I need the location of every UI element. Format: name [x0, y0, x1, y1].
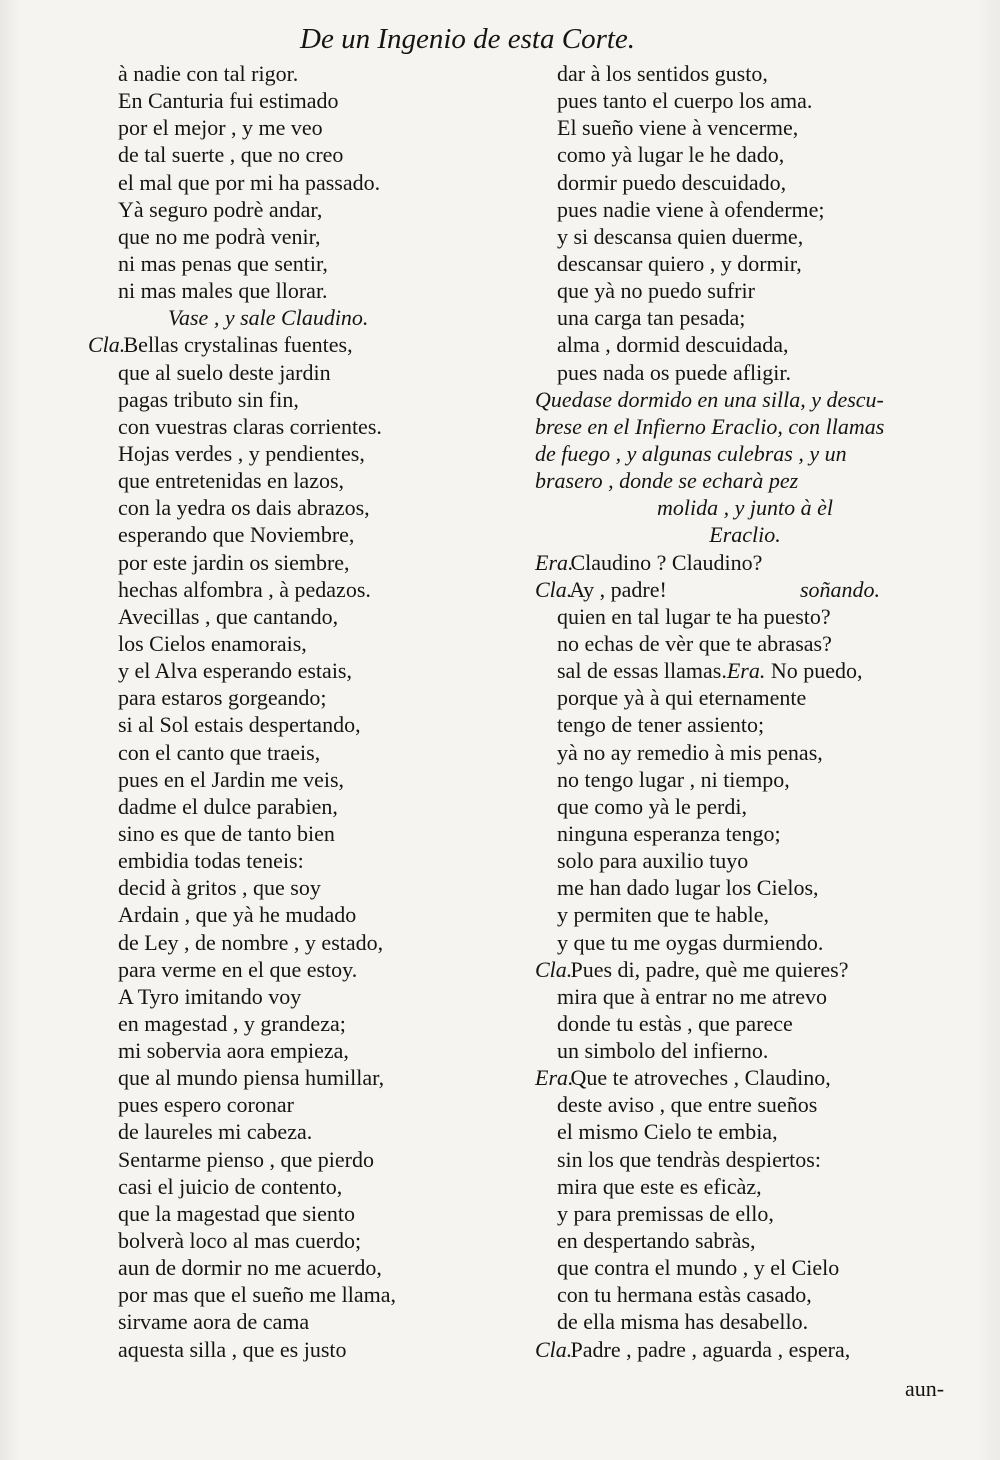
text-line: [535, 1173, 955, 1200]
text-line: [535, 1037, 955, 1064]
verse-text: el mismo Cielo te embia,: [557, 1119, 778, 1145]
text-line: [88, 576, 498, 603]
verse-text: una carga tan pesada;: [557, 305, 746, 331]
text-line: [535, 1281, 955, 1308]
verse-text: ni mas males que llorar.: [118, 278, 328, 304]
text-line: [88, 1173, 498, 1200]
text-line: [88, 114, 498, 141]
text-line: [535, 141, 955, 168]
verse-text: me han dado lugar los Cielos,: [557, 875, 819, 901]
verse-text: Ardain , que yà he mudado: [118, 902, 357, 928]
text-line: [88, 657, 498, 684]
text-line: [535, 929, 955, 956]
text-line: [535, 630, 955, 657]
verse-text: por el mejor , y me veo: [118, 115, 323, 141]
text-line: [88, 494, 498, 521]
text-line: [535, 901, 955, 928]
text-line: [535, 657, 955, 684]
text-line: [535, 223, 955, 250]
verse-text: que no me podrà venir,: [118, 223, 321, 249]
verse-text: embidia todas teneis:: [118, 848, 304, 874]
text-line: [535, 1227, 955, 1254]
text-line: [535, 413, 955, 440]
text-line: [88, 1308, 498, 1335]
text-line: [535, 603, 955, 630]
text-line: [88, 196, 498, 223]
text-line: [535, 114, 955, 141]
text-line: [88, 1146, 498, 1173]
text-line: [88, 901, 498, 928]
verse-text: dar à los sentidos gusto,: [557, 61, 768, 86]
verse-text: mira que este es eficàz,: [557, 1173, 762, 1199]
verse-text: aquesta silla , que es justo: [118, 1336, 347, 1362]
text-line: [88, 793, 498, 820]
verse-text: no tengo lugar , ni tiempo,: [557, 766, 790, 792]
text-line: [535, 169, 955, 196]
text-line: [535, 1010, 955, 1037]
text-line: [535, 250, 955, 277]
text-line: [88, 250, 498, 277]
verse-text: pues nada os puede afligir.: [557, 359, 791, 385]
verse-text: por mas que el sueño me llama,: [118, 1282, 396, 1308]
verse-text: ni mas penas que sentir,: [118, 250, 328, 276]
aside-direction: soñando.: [800, 576, 881, 602]
text-line: [88, 711, 498, 738]
verse-text: aun de dormir no me acuerdo,: [118, 1255, 382, 1281]
text-line: [535, 1064, 955, 1091]
text-line: [535, 576, 955, 603]
speaker-label: Era.: [535, 1065, 574, 1091]
verse-text: porque yà à qui eternamente: [557, 685, 807, 711]
text-line: [535, 494, 955, 521]
verse-text: mira que à entrar no me atrevo: [557, 983, 827, 1009]
text-line: [88, 956, 498, 983]
text-line: [88, 549, 498, 576]
text-line: [535, 1254, 955, 1281]
text-line: [88, 1227, 498, 1254]
verse-text: esperando que Noviembre,: [118, 522, 355, 548]
text-line: [88, 1200, 498, 1227]
text-line: [535, 820, 955, 847]
speaker-label: Cla.: [535, 1336, 573, 1362]
text-line: [88, 874, 498, 901]
verse-text: con vuestras claras corrientes.: [118, 413, 382, 439]
verse-text: donde tu estàs , que parece: [557, 1010, 793, 1036]
verse-text: decid à gritos , que soy: [118, 875, 321, 901]
text-line: [535, 386, 955, 413]
verse-text: y que tu me oygas durmiendo.: [557, 929, 824, 955]
text-line: [535, 440, 955, 467]
verse-text: sirvame aora de cama: [118, 1309, 310, 1335]
speaker-label: Era.: [726, 658, 766, 684]
text-line: [88, 1336, 498, 1363]
verse-text: que como yà le perdi,: [557, 793, 747, 819]
speaker-label: Cla.: [535, 956, 573, 982]
text-line: [535, 766, 955, 793]
text-line: [88, 1118, 498, 1145]
text-line: [535, 847, 955, 874]
stage-direction: Quedase dormido en una silla, y descu-: [535, 386, 884, 412]
text-line: [88, 169, 498, 196]
text-line: [535, 1308, 955, 1335]
text-line: [88, 847, 498, 874]
text-line: [535, 359, 955, 386]
verse-text: sino es que de tanto bien: [118, 820, 335, 846]
text-line: [535, 521, 955, 548]
text-line: [88, 386, 498, 413]
verse-text: con tu hermana estàs casado,: [557, 1282, 812, 1308]
text-line: [535, 793, 955, 820]
verse-text: de Ley , de nombre , y estado,: [118, 929, 384, 955]
verse-text: los Cielos enamorais,: [118, 630, 307, 656]
text-line: [535, 1091, 955, 1118]
verse-text: Yà seguro podrè andar,: [118, 196, 323, 222]
verse-text: que la magestad que siento: [118, 1200, 356, 1226]
text-line: [88, 820, 498, 847]
verse-text: pues nadie viene à ofenderme;: [557, 196, 825, 222]
verse-text: de ella misma has desabello.: [557, 1309, 809, 1335]
verse-text: un simbolo del infierno.: [557, 1038, 769, 1064]
verse-text: en magestad , y grandeza;: [118, 1010, 346, 1036]
verse-text: Hojas verdes , y pendientes,: [118, 440, 365, 466]
text-line: [535, 1118, 955, 1145]
verse-text: no echas de vèr que te abrasas?: [557, 630, 832, 656]
text-line: [88, 1010, 498, 1037]
text-line: [535, 983, 955, 1010]
text-line: [88, 304, 498, 331]
verse-text: en despertando sabràs,: [557, 1228, 756, 1254]
verse-text: Avecillas , que cantando,: [118, 603, 339, 629]
verse-text: No puedo,: [770, 658, 863, 684]
verse-text: con la yedra os dais abrazos,: [118, 495, 370, 521]
verse-text: Ay , padre!: [569, 576, 667, 602]
stage-direction: brasero , donde se echarà pez: [535, 468, 799, 494]
text-line: [535, 956, 955, 983]
verse-text: que al mundo piensa humillar,: [118, 1065, 385, 1091]
stage-direction: Eraclio.: [709, 522, 781, 548]
stage-direction: molida , y junto à èl: [657, 495, 833, 521]
text-line: [535, 711, 955, 738]
verse-text: En Canturia fui estimado: [118, 88, 339, 114]
verse-text: por este jardin os siembre,: [118, 549, 350, 575]
verse-text: y el Alva esperando estais,: [118, 658, 352, 684]
verse-text: que yà no puedo sufrir: [557, 278, 755, 304]
verse-text: Padre , padre , aguarda , espera,: [570, 1336, 851, 1362]
text-line: [88, 1254, 498, 1281]
verse-text: que entretenidas en lazos,: [118, 468, 345, 494]
text-line: [535, 331, 955, 358]
text-line: [88, 630, 498, 657]
text-line: [535, 277, 955, 304]
running-header: De un Ingenio de esta Corte.: [300, 23, 636, 55]
verse-text: pues espero coronar: [118, 1092, 294, 1118]
text-line: [88, 440, 498, 467]
verse-text: Que te atroveches , Claudino,: [570, 1065, 831, 1091]
verse-text: descansar quiero , y dormir,: [557, 250, 802, 276]
text-line: [88, 603, 498, 630]
verse-text: si al Sol estais despertando,: [118, 712, 361, 738]
left-text-column: [88, 60, 498, 1363]
verse-text: casi el juicio de contento,: [118, 1173, 343, 1199]
verse-text: solo para auxilio tuyo: [557, 848, 749, 874]
text-line: [88, 141, 498, 168]
text-line: [88, 1281, 498, 1308]
verse-text: pagas tributo sin fin,: [118, 386, 299, 412]
verse-text: Pues di, padre, què me quieres?: [570, 956, 849, 982]
verse-text: quien en tal lugar te ha puesto?: [557, 603, 831, 629]
stage-direction: brese en el Infierno Eraclio, con llamas: [535, 413, 885, 439]
verse-text: à nadie con tal rigor.: [118, 61, 299, 86]
verse-text: sin los que tendràs despiertos:: [557, 1146, 821, 1172]
text-line: [88, 223, 498, 250]
verse-text: el mal que por mi ha passado.: [118, 169, 381, 195]
verse-text: como yà lugar le he dado,: [557, 142, 785, 168]
verse-text: hechas alfombra , à pedazos.: [118, 576, 371, 602]
verse-text: con el canto que traeis,: [118, 739, 321, 765]
text-line: [88, 1091, 498, 1118]
verse-text: sal de essas llamas.: [557, 658, 727, 684]
verse-text: A Tyro imitando voy: [118, 983, 302, 1009]
verse-text: dormir puedo descuidado,: [557, 169, 787, 195]
verse-text: Claudino ? Claudino?: [570, 549, 763, 575]
speaker-label: Cla.: [535, 576, 573, 602]
verse-text: deste aviso , que entre sueños: [557, 1092, 818, 1118]
catchword: aun-: [905, 1376, 945, 1401]
speaker-label: Cla.: [88, 332, 126, 358]
text-line: [88, 277, 498, 304]
text-line: [535, 467, 955, 494]
verse-text: Sentarme pienso , que pierdo: [118, 1146, 374, 1172]
text-line: [535, 196, 955, 223]
verse-text: para verme en el que estoy.: [118, 956, 358, 982]
stage-direction: de fuego , y algunas culebras , y un: [535, 440, 847, 466]
text-line: [535, 60, 955, 87]
text-line: [88, 766, 498, 793]
right-text-column: [535, 60, 955, 1363]
verse-text: tengo de tener assiento;: [557, 712, 765, 738]
verse-text: yà no ay remedio à mis penas,: [557, 739, 823, 765]
verse-text: Bellas crystalinas fuentes,: [123, 332, 353, 358]
verse-text: que al suelo deste jardin: [118, 359, 331, 385]
verse-text: bolverà loco al mas cuerdo;: [118, 1228, 362, 1254]
verse-text: de laureles mi cabeza.: [118, 1119, 313, 1145]
verse-text: y permiten que te hable,: [557, 902, 769, 928]
verse-text: pues tanto el cuerpo los ama.: [557, 88, 813, 114]
verse-text: y si descansa quien duerme,: [557, 223, 804, 249]
text-line: [88, 467, 498, 494]
text-line: [88, 521, 498, 548]
text-line: [535, 1200, 955, 1227]
text-line: [88, 739, 498, 766]
stage-direction: Vase , y sale Claudino.: [168, 305, 369, 331]
text-line: [88, 359, 498, 386]
text-line: [535, 1146, 955, 1173]
verse-text: mi sobervia aora empieza,: [118, 1038, 349, 1064]
verse-text: de tal suerte , que no creo: [118, 142, 344, 168]
text-line: [535, 739, 955, 766]
text-line: [535, 304, 955, 331]
verse-text: pues en el Jardin me veis,: [118, 766, 345, 792]
text-line: [88, 331, 498, 358]
verse-text: El sueño viene à vencerme,: [557, 115, 799, 141]
verse-text: dadme el dulce parabien,: [118, 793, 338, 819]
text-line: [88, 1037, 498, 1064]
text-line: [88, 929, 498, 956]
speaker-label: Era.: [535, 549, 574, 575]
text-line: [88, 60, 498, 87]
text-line: [88, 983, 498, 1010]
verse-text: para estaros gorgeando;: [118, 685, 327, 711]
verse-text: y para premissas de ello,: [557, 1200, 774, 1226]
text-line: [88, 413, 498, 440]
verse-text: ninguna esperanza tengo;: [557, 820, 781, 846]
verse-text: alma , dormid descuidada,: [557, 332, 789, 358]
text-line: [88, 1064, 498, 1091]
text-line: [535, 1336, 955, 1363]
text-line: [535, 549, 955, 576]
text-line: [88, 87, 498, 114]
text-line: [535, 874, 955, 901]
text-line: [535, 684, 955, 711]
text-line: [535, 87, 955, 114]
verse-text: que contra el mundo , y el Cielo: [557, 1255, 840, 1281]
text-line: [88, 684, 498, 711]
